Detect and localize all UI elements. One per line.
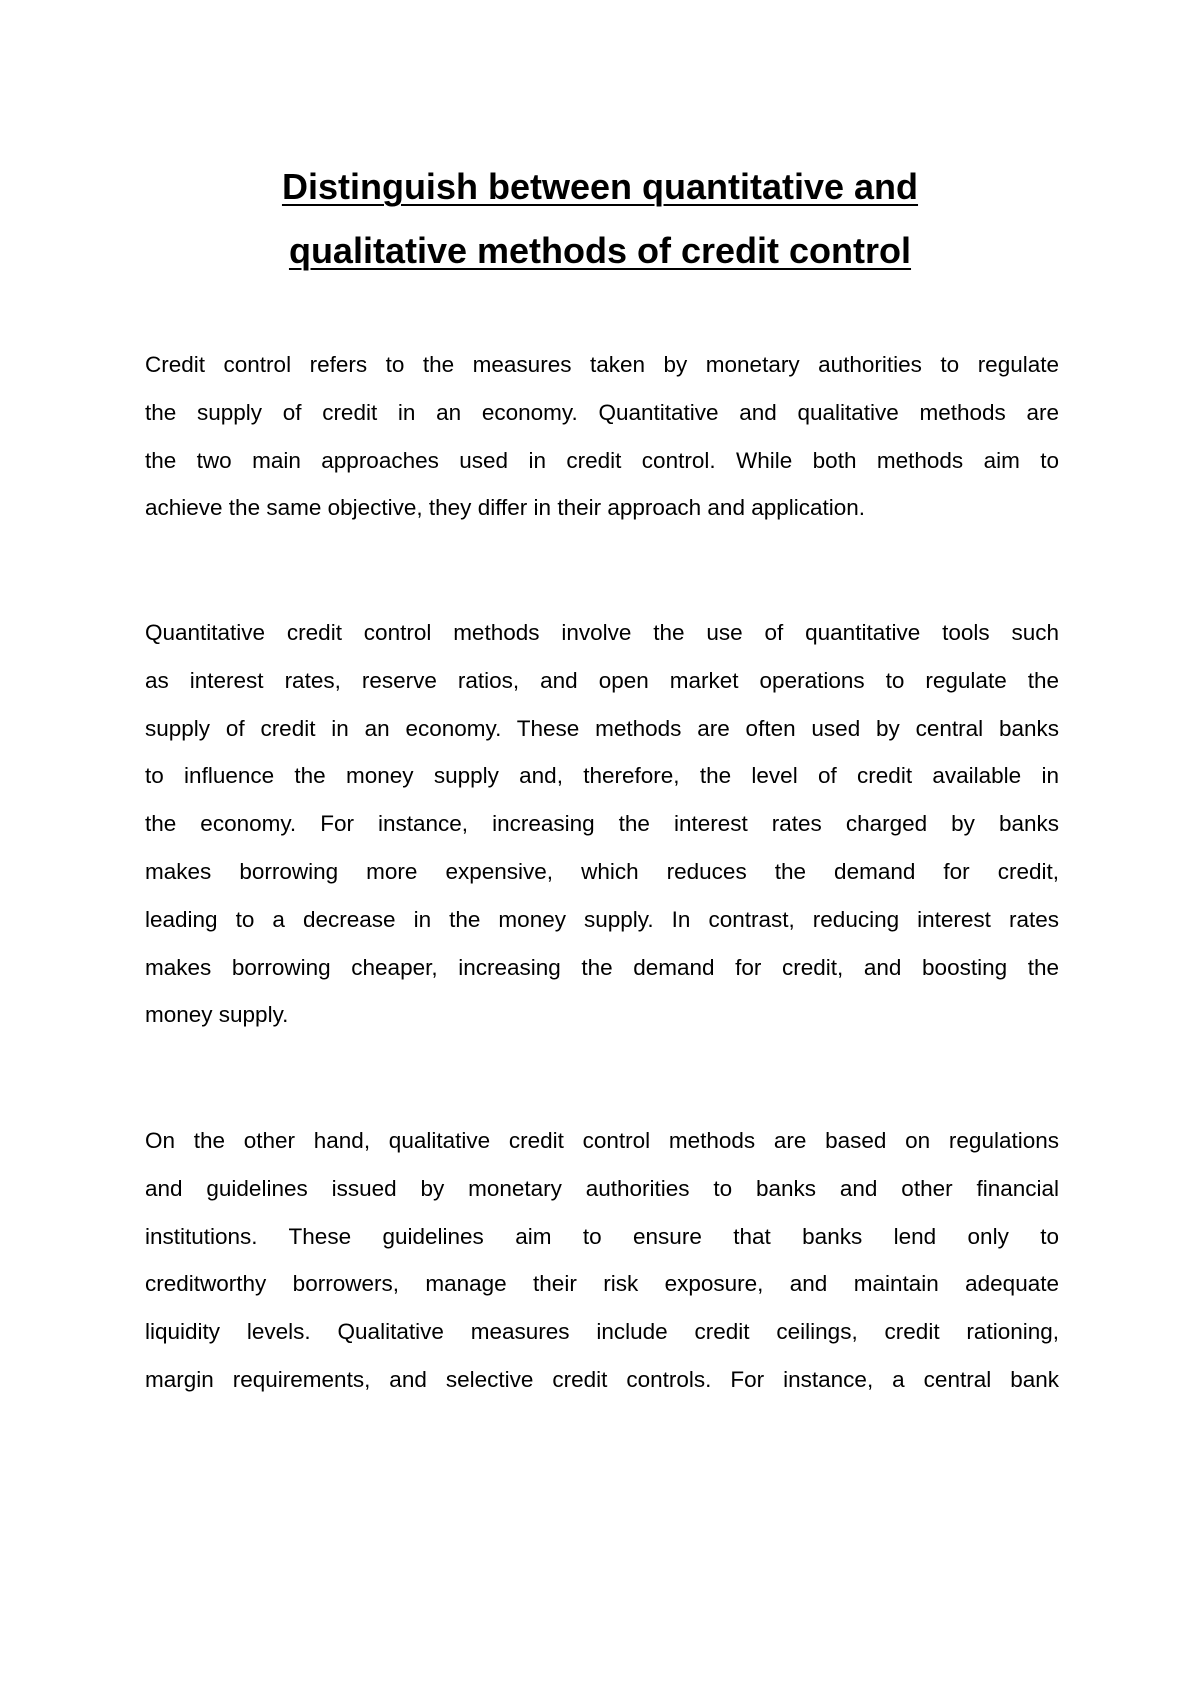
text-line: the economy. For instance, increasing the interest rates charged by banks <box>145 811 1059 837</box>
text-line: margin requirements, and selective credit controls. For instance, a central bank <box>145 1366 1059 1392</box>
text-line: money supply. <box>145 1002 289 1028</box>
text-line: the two main approaches used in credit control. While both methods aim to <box>145 447 1059 473</box>
text-line: supply of credit in an economy. These methods are often used by central banks <box>145 715 1059 741</box>
paragraph-intro <box>145 341 1059 532</box>
text-line: leading to a decrease in the money supply. In contrast, reducing interest rates <box>145 906 1059 932</box>
title-line: qualitative methods of credit control <box>288 230 912 271</box>
text-line: liquidity levels. Qualitative measures include credit ceilings, credit rationing, <box>145 1319 1059 1345</box>
text-line: to influence the money supply and, therefore, the level of credit available in <box>145 763 1059 789</box>
text-line: Credit control refers to the measures taken by monetary authorities to regulate <box>145 352 1059 377</box>
text-line: achieve the same objective, they differ in their approach and application. <box>145 495 866 521</box>
text-line: On the other hand, qualitative credit control methods are based on regulations <box>145 1128 1059 1153</box>
text-line: and guidelines issued by monetary authorities to banks and other financial <box>145 1175 1059 1201</box>
text-line: makes borrowing cheaper, increasing the demand for credit, and boosting the <box>145 954 1059 980</box>
document-title <box>0 155 1200 283</box>
paragraph-quantitative <box>145 609 1059 1039</box>
paragraph-qualitative <box>145 1117 1059 1404</box>
text-line: institutions. These guidelines aim to ensure that banks lend only to <box>145 1223 1059 1249</box>
text-line: the supply of credit in an economy. Quantitative and qualitative methods are <box>145 399 1059 425</box>
text-line: Quantitative credit control methods involve the use of quantitative tools such <box>145 620 1059 645</box>
text-line: as interest rates, reserve ratios, and open market operations to regulate the <box>145 667 1059 693</box>
title-line: Distinguish between quantitative and <box>281 166 919 207</box>
text-line: creditworthy borrowers, manage their risk exposure, and maintain adequate <box>145 1271 1059 1297</box>
text-line: makes borrowing more expensive, which reduces the demand for credit, <box>145 858 1059 884</box>
